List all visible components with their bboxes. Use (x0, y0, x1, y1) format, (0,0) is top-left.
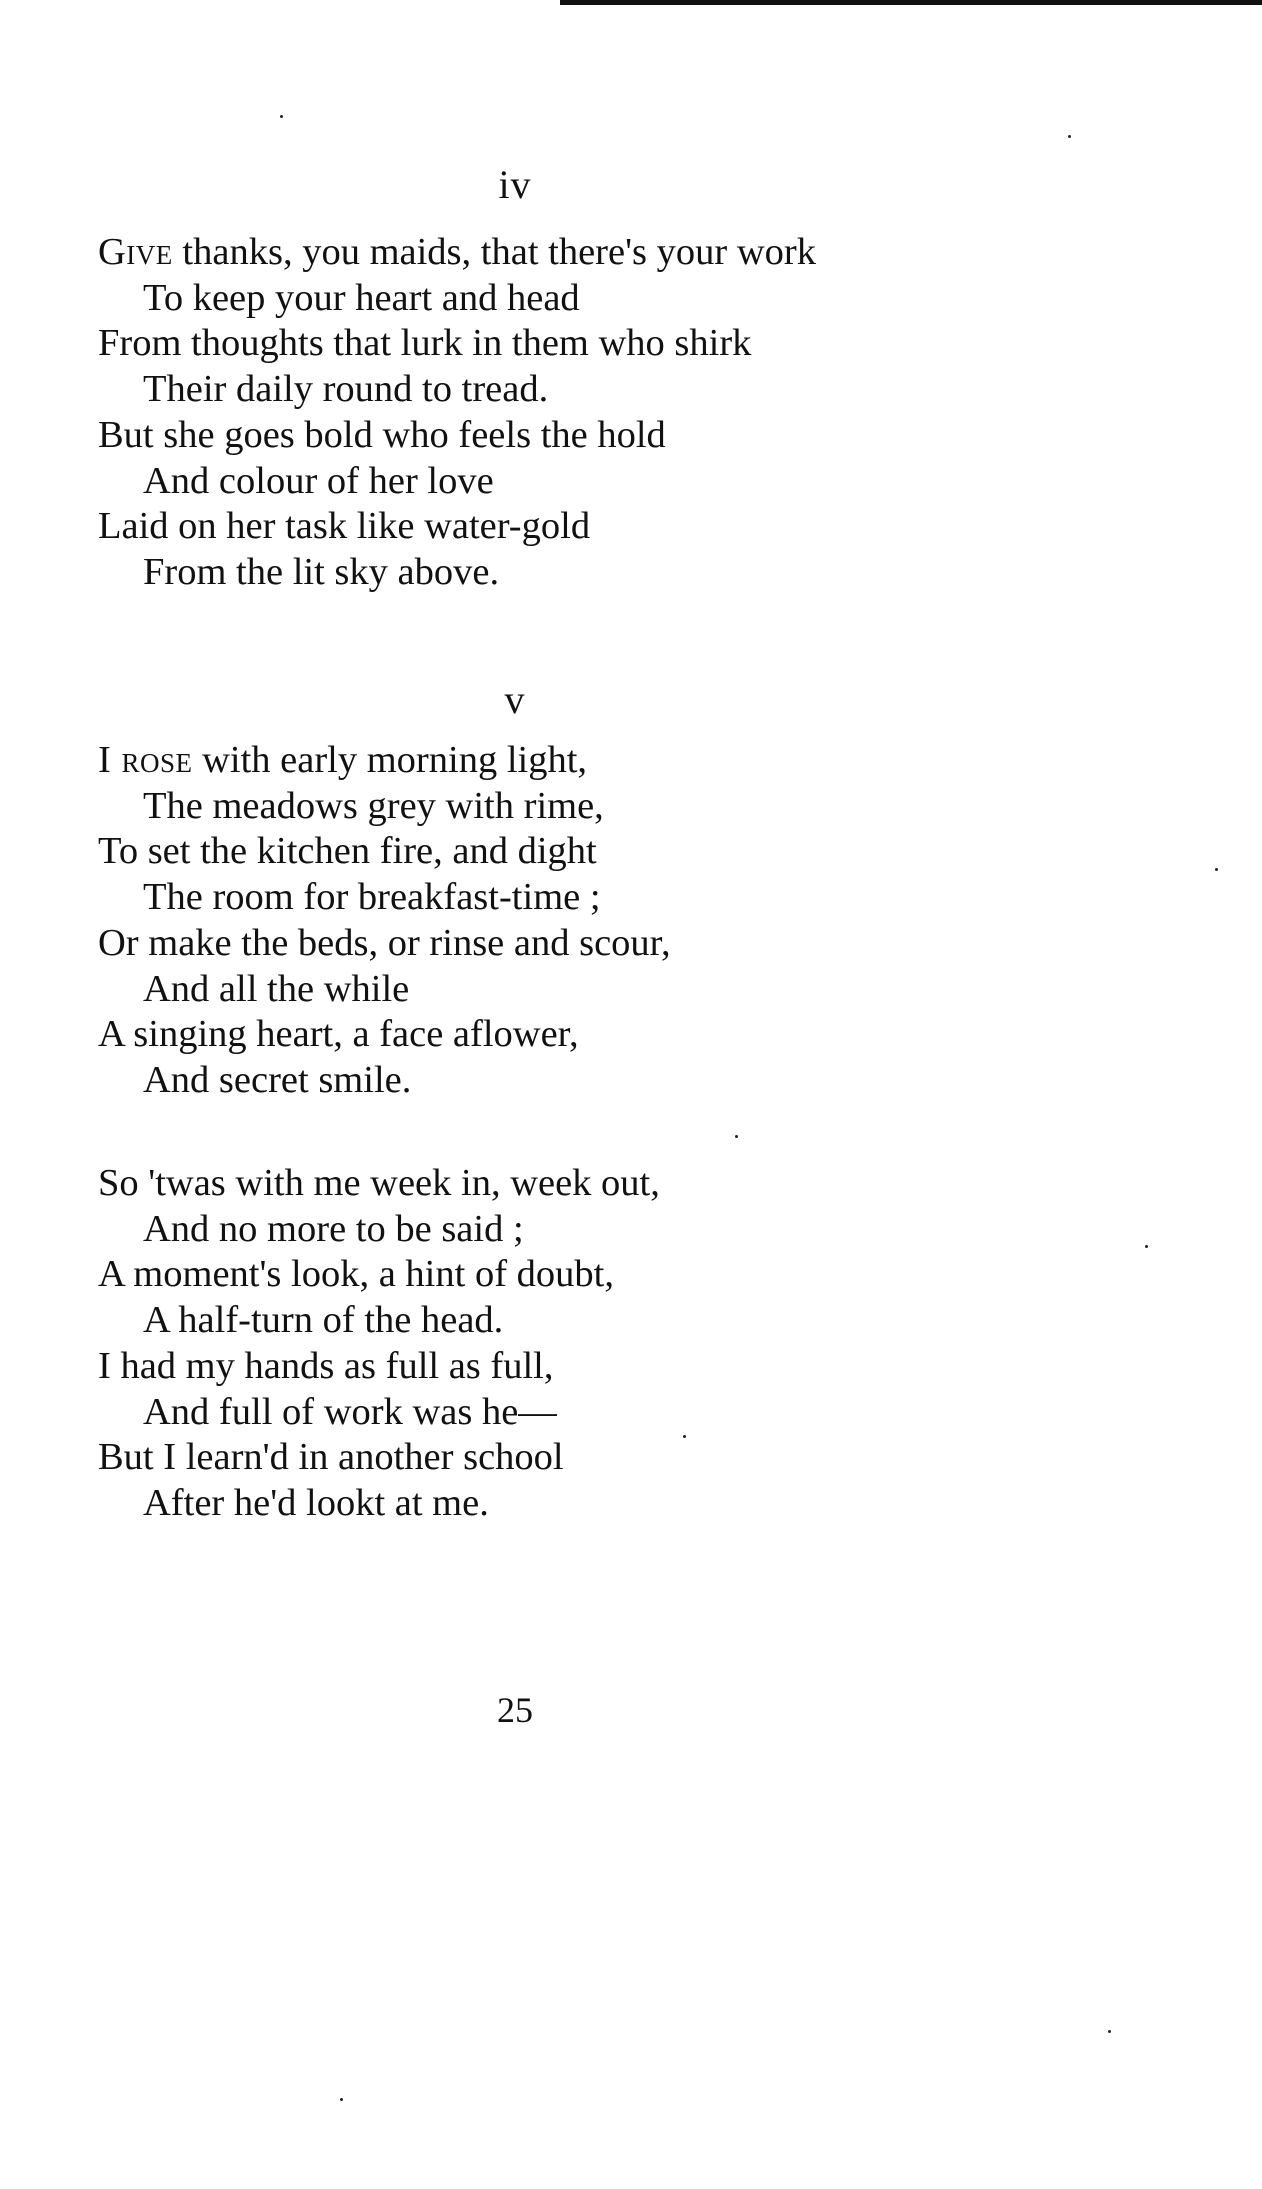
section-heading-v: v (504, 677, 526, 722)
stanza-iv-1 (98, 230, 816, 596)
poem-line: But I learn'd in another school (98, 1436, 564, 1479)
poem-line: But she goes bold who feels the hold (98, 413, 666, 456)
poem-line: And all the while (143, 967, 410, 1010)
stanza-v-2 (98, 1161, 660, 1527)
page-number: 25 (497, 1690, 533, 1730)
poem-line (98, 738, 671, 784)
poem-line: A singing heart, a face aflower, (98, 1013, 579, 1056)
stanza-v-1 (98, 738, 671, 1104)
poem-line: And secret smile. (143, 1058, 412, 1101)
small-caps-opening: Give (98, 231, 173, 273)
scan-speck (280, 115, 283, 118)
poem-line: The room for breakfast-time ; (143, 876, 601, 919)
poem-line (98, 230, 816, 276)
scan-speck (1215, 868, 1218, 871)
poem-line: And no more to be said ; (143, 1207, 524, 1250)
poem-line: To keep your heart and head (143, 276, 580, 319)
poem-line: And colour of her love (143, 459, 494, 502)
poem-line: After he'd lookt at me. (143, 1481, 489, 1524)
line-text: with early morning light, (192, 739, 588, 781)
section-heading-iv: iv (498, 162, 532, 207)
poem-line: From thoughts that lurk in them who shirk (98, 322, 752, 365)
line-text: thanks, you maids, that there's your work (172, 231, 816, 273)
poem-line: To set the kitchen fire, and dight (98, 830, 597, 873)
poem-line: I had my hands as full as full, (98, 1344, 554, 1387)
poem-line: The meadows grey with rime, (143, 784, 604, 827)
poem-line: Or make the beds, or rinse and scour, (98, 921, 671, 964)
poem-line: A half-turn of the head. (143, 1299, 504, 1342)
poem-line: Their daily round to tread. (143, 368, 549, 411)
scan-speck (1145, 1245, 1148, 1248)
small-caps-opening: I rose (98, 739, 193, 781)
scan-speck (735, 1135, 738, 1138)
poem-line: And full of work was he— (143, 1390, 557, 1433)
scan-speck (683, 1435, 686, 1438)
poem-line: From the lit sky above. (143, 550, 500, 593)
scan-speck (340, 2098, 343, 2101)
poem-line: So 'twas with me week in, week out, (98, 1162, 660, 1204)
scan-speck (1108, 2030, 1111, 2033)
poem-line: Laid on her task like water-gold (98, 505, 591, 548)
top-edge-rule (560, 0, 1262, 5)
scan-speck (1068, 135, 1071, 138)
poem-line: A moment's look, a hint of doubt, (98, 1253, 614, 1296)
